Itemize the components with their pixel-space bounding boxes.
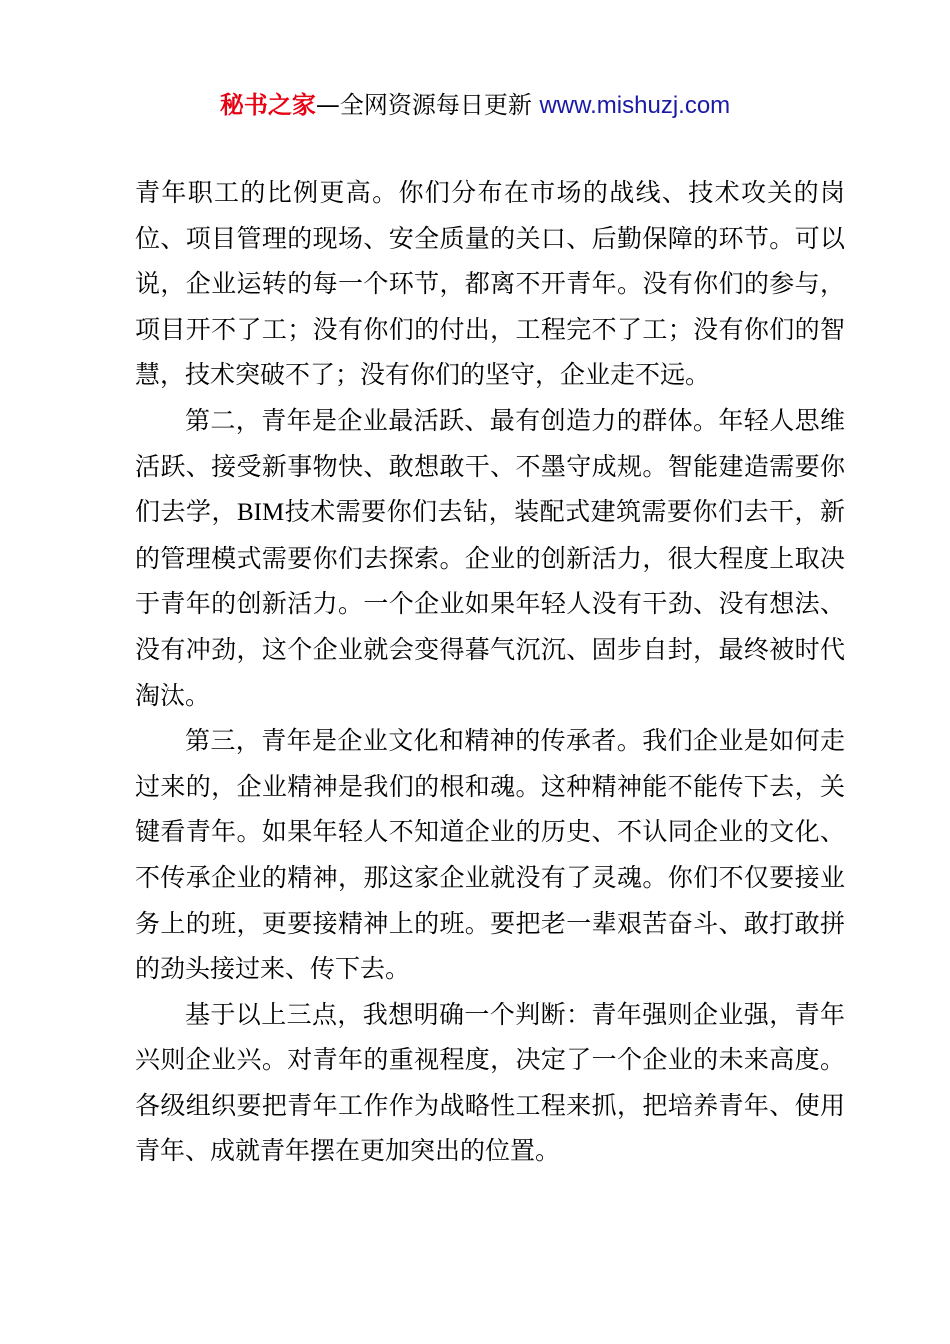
paragraph-2: [135, 398, 845, 718]
document-body: [135, 170, 845, 1174]
brand-name: 秘书之家: [219, 91, 316, 119]
site-url-link[interactable]: www.mishuzj.com: [539, 92, 731, 119]
paragraph-2-text-b: 技术需要你们去钻，装配式建筑需要你们去干，新的管理模式需要你们去探索。企业的创新活力，很大程度上取决于青年的创新活力。一个企业如果年轻人没有干劲、没有想法、没有冲劲，这个企业就会变得暮气沉沉、固步自封，最终被时代淘汰。: [135, 497, 845, 710]
header-tagline: —全网资源每日更新: [315, 91, 532, 119]
page-header: [0, 88, 950, 123]
paragraph-4: 基于以上三点，我想明确一个判断：青年强则企业强，青年兴则企业兴。对青年的重视程度，决定了一个企业的未来高度。各级组织要把青年工作作为战略性工程来抓，把培养青年、使用青年、成就青年摆在更加突出的位置。: [135, 999, 845, 1166]
paragraph-2-text-a: 第二，青年是企业最活跃、最有创造力的群体。年轻人思维活跃、接受新事物快、敢想敢干、不墨守成规。智能建造需要你们去学，: [135, 405, 845, 527]
paragraph-1: 青年职工的比例更高。你们分布在市场的战线、技术攻关的岗位、项目管理的现场、安全质量的关口、后勤保障的环节。可以说，企业运转的每一个环节，都离不开青年。没有你们的参与，项目开不了工；没有你们的付出，工程完不了工；没有你们的智慧，技术突破不了；没有你们的坚守，企业走不远。: [135, 178, 845, 390]
paragraph-2-bim-term: BIM: [236, 499, 285, 527]
paragraph-3: 第三，青年是企业文化和精神的传承者。我们企业是如何走过来的，企业精神是我们的根和魂。这种精神能不能传下去，关键看青年。如果年轻人不知道企业的历史、不认同企业的文化、不传承企业的精神，那这家企业就没有了灵魂。你们不仅要接业务上的班，更要接精神上的班。要把老一辈艰苦奋斗、敢打敢拼的劲头接过来、传下去。: [135, 726, 845, 984]
